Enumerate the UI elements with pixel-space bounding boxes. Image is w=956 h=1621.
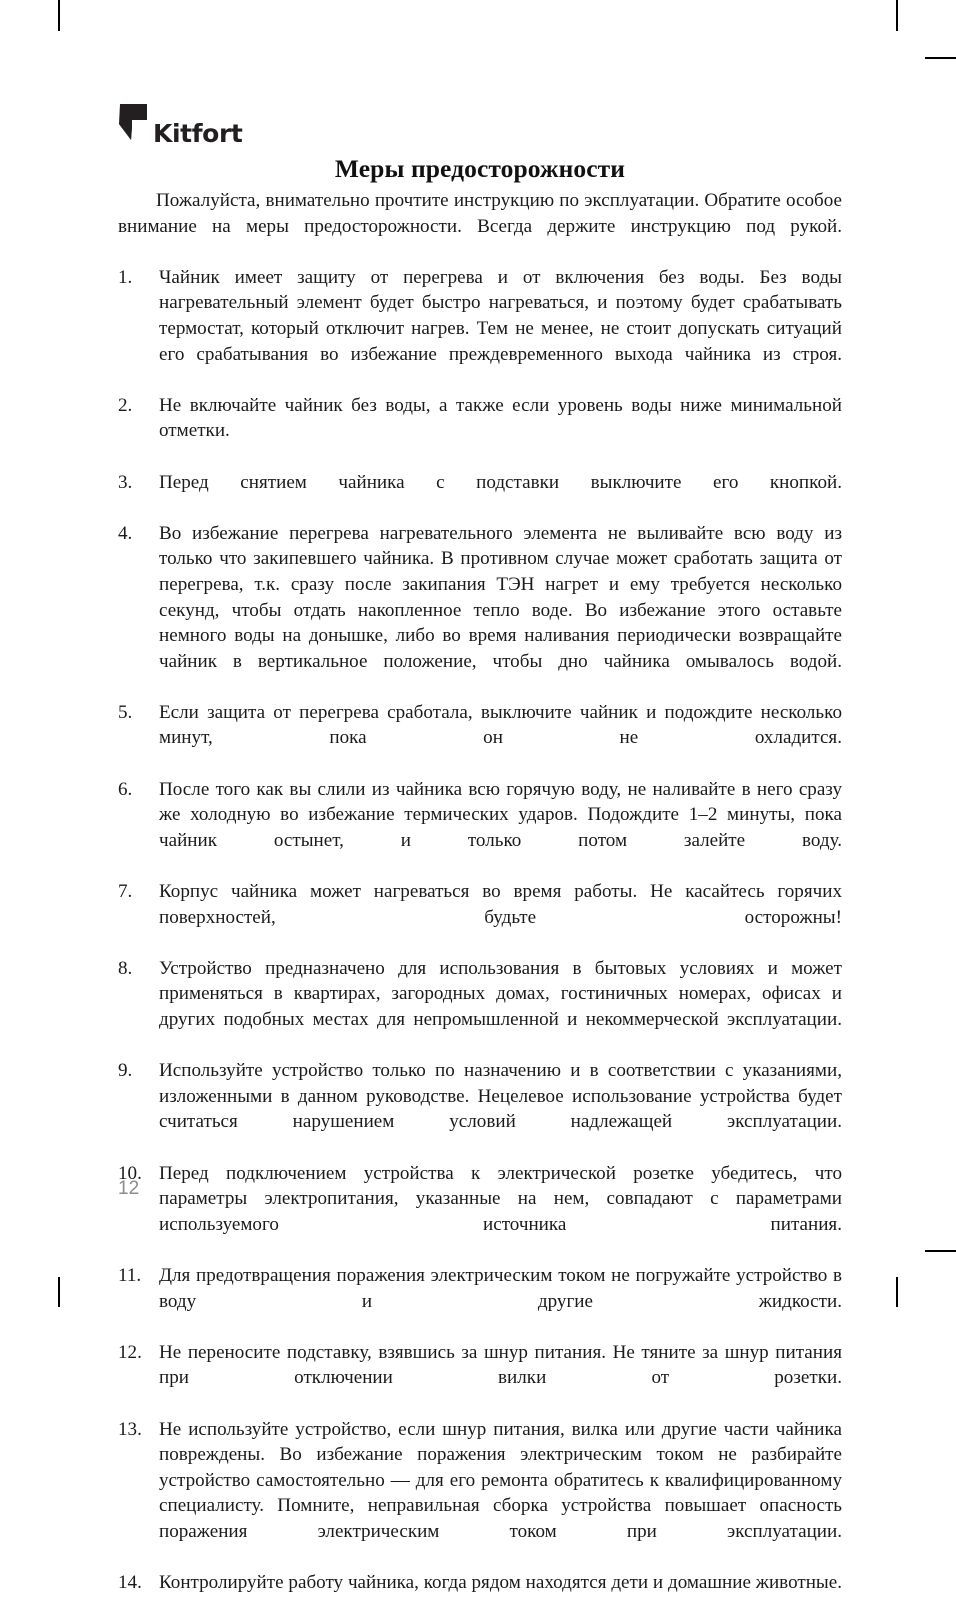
safety-rule-number: 6. [118, 778, 133, 800]
safety-rule-number: 2. [118, 394, 133, 416]
crop-mark-top-left [58, 0, 60, 31]
page-title: Меры предосторожности [334, 154, 626, 184]
safety-rule-item [118, 1417, 842, 1571]
safety-rule-item [118, 1058, 842, 1160]
safety-rule-item [118, 1340, 842, 1417]
safety-rule-number: 10. [118, 1162, 142, 1184]
safety-rule-text: Чайник имеет защиту от перегрева и от включения без воды. Без воды нагревательный элемент будет быстро нагреваться, и поэтому будет срабатывать термостат, который отключит нагрев. Тем не менее, не стоит допускать ситуаций его срабатывания во избежание преждевременного выхода чайника из строя. [159, 266, 842, 365]
safety-rule-text: Не включайте чайник без воды, а также если уровень воды ниже минимальной отметки. [159, 394, 842, 442]
safety-rule-text: Для предотвращения поражения электрическим током не погружайте устройство в воду и другие жидкости. [159, 1264, 842, 1312]
crop-mark-bottom-right-vertical [896, 1277, 898, 1307]
brand-name: Kitfort [153, 119, 243, 148]
safety-rule-text: После того как вы слили из чайника всю горячую воду, не наливайте в него сразу же холодную во избежание термических ударов. Подождите 1–2 минуты, пока чайник остынет, и только потом залейте воду. [159, 778, 842, 851]
safety-rule-number: 9. [118, 1060, 133, 1082]
intro-paragraph: Пожалуйста, внимательно прочтите инструкцию по эксплуатации. Обратите особое внимание на меры предосторожности. Всегда держите инструкцию под рукой. [118, 190, 842, 237]
safety-rule-item [118, 777, 842, 879]
safety-rule-item [118, 265, 842, 393]
safety-rule-text: Перед подключением устройства к электрической розетке убедитесь, что параметры электропитания, указанные на нем, совпадают с параметрами используемого источника питания. [159, 1162, 842, 1235]
crop-mark-bottom-right-horizontal [925, 1250, 956, 1252]
safety-rule-number: 11. [118, 1264, 142, 1286]
safety-rule-item [118, 879, 842, 956]
crop-mark-bottom-left [58, 1277, 60, 1307]
safety-rule-text: Не используйте устройство, если шнур питания, вилка или другие части чайника повреждены. Во избежание поражения электрическим током не разбирайте устройство самостоятельно — для его ремонта обратитесь к квалифицированному специалисту. Помните, неправильная сборка устройства повышает опасность поражения электрическим током при эксплуатации. [159, 1418, 842, 1542]
safety-rule-text: Используйте устройство только по назначению и в соответствии с указаниями, изложенными в данном руководстве. Нецелевое использование устройства будет считаться нарушением условий надлежащей эксплуатации. [159, 1060, 842, 1133]
safety-rule-number: 1. [118, 266, 133, 288]
brand-logo [118, 100, 242, 148]
safety-rule-number: 3. [118, 471, 133, 493]
safety-rule-text: Не переносите подставку, взявшись за шнур питания. Не тяните за шнур питания при отключении вилки от розетки. [159, 1341, 842, 1389]
safety-rule-item [118, 1263, 842, 1340]
safety-rule-item [118, 1161, 842, 1263]
safety-rule-number: 7. [118, 881, 133, 903]
safety-rule-item [118, 700, 842, 777]
safety-rule-number: 12. [118, 1341, 142, 1363]
safety-rule-number: 8. [118, 957, 133, 979]
safety-rule-text: Во избежание перегрева нагревательного элемента не выливайте всю воду из только что закипевшего чайника. В противном случае может сработать защита от перегрева, т.к. сразу после закипания ТЭН нагрет и ему требуется несколько секунд, чтобы отдать накопленное тепло воде. Во избежание этого оставьте немного воды на донышке, либо во время наливания периодически возвращайте чайник в вертикальное положение, чтобы дно чайника омывалось водой. [159, 522, 842, 672]
crop-mark-top-right-horizontal [925, 57, 956, 59]
safety-rule-item [118, 521, 842, 700]
document-page [118, 0, 842, 1594]
safety-rule-number: 13. [118, 1418, 142, 1440]
safety-rule-item [118, 393, 842, 470]
safety-rule-text: Перед снятием чайника с подставки выключите его кнопкой. [159, 471, 842, 493]
crop-mark-top-right-vertical [896, 0, 898, 31]
safety-rule-text: Устройство предназначено для использования в бытовых условиях и может применяться в квартирах, загородных домах, гостиничных номерах, офисах и других подобных местах для непромышленной и некоммерческой эксплуатации. [159, 957, 842, 1030]
page-header [118, 100, 842, 184]
safety-rule-number: 14. [118, 1572, 142, 1594]
safety-rule-item [118, 1570, 842, 1621]
safety-rule-number: 4. [118, 522, 133, 544]
safety-rule-text: Контролируйте работу чайника, когда рядом находятся дети и домашние животные. [159, 1572, 842, 1594]
safety-rule-number: 5. [118, 701, 133, 723]
safety-rules-list [118, 265, 842, 1621]
kitfort-shield-mark-icon [118, 104, 148, 148]
safety-rule-item [118, 470, 842, 521]
page-content [118, 188, 842, 1621]
page-number: 12 [118, 1178, 140, 1199]
safety-rule-text: Корпус чайника может нагреваться во время работы. Не касайтесь горячих поверхностей, будьте осторожны! [159, 881, 842, 928]
safety-rule-text: Если защита от перегрева сработала, выключите чайник и подождите несколько минут, пока он не охладится. [159, 701, 842, 749]
safety-rule-item [118, 956, 842, 1058]
